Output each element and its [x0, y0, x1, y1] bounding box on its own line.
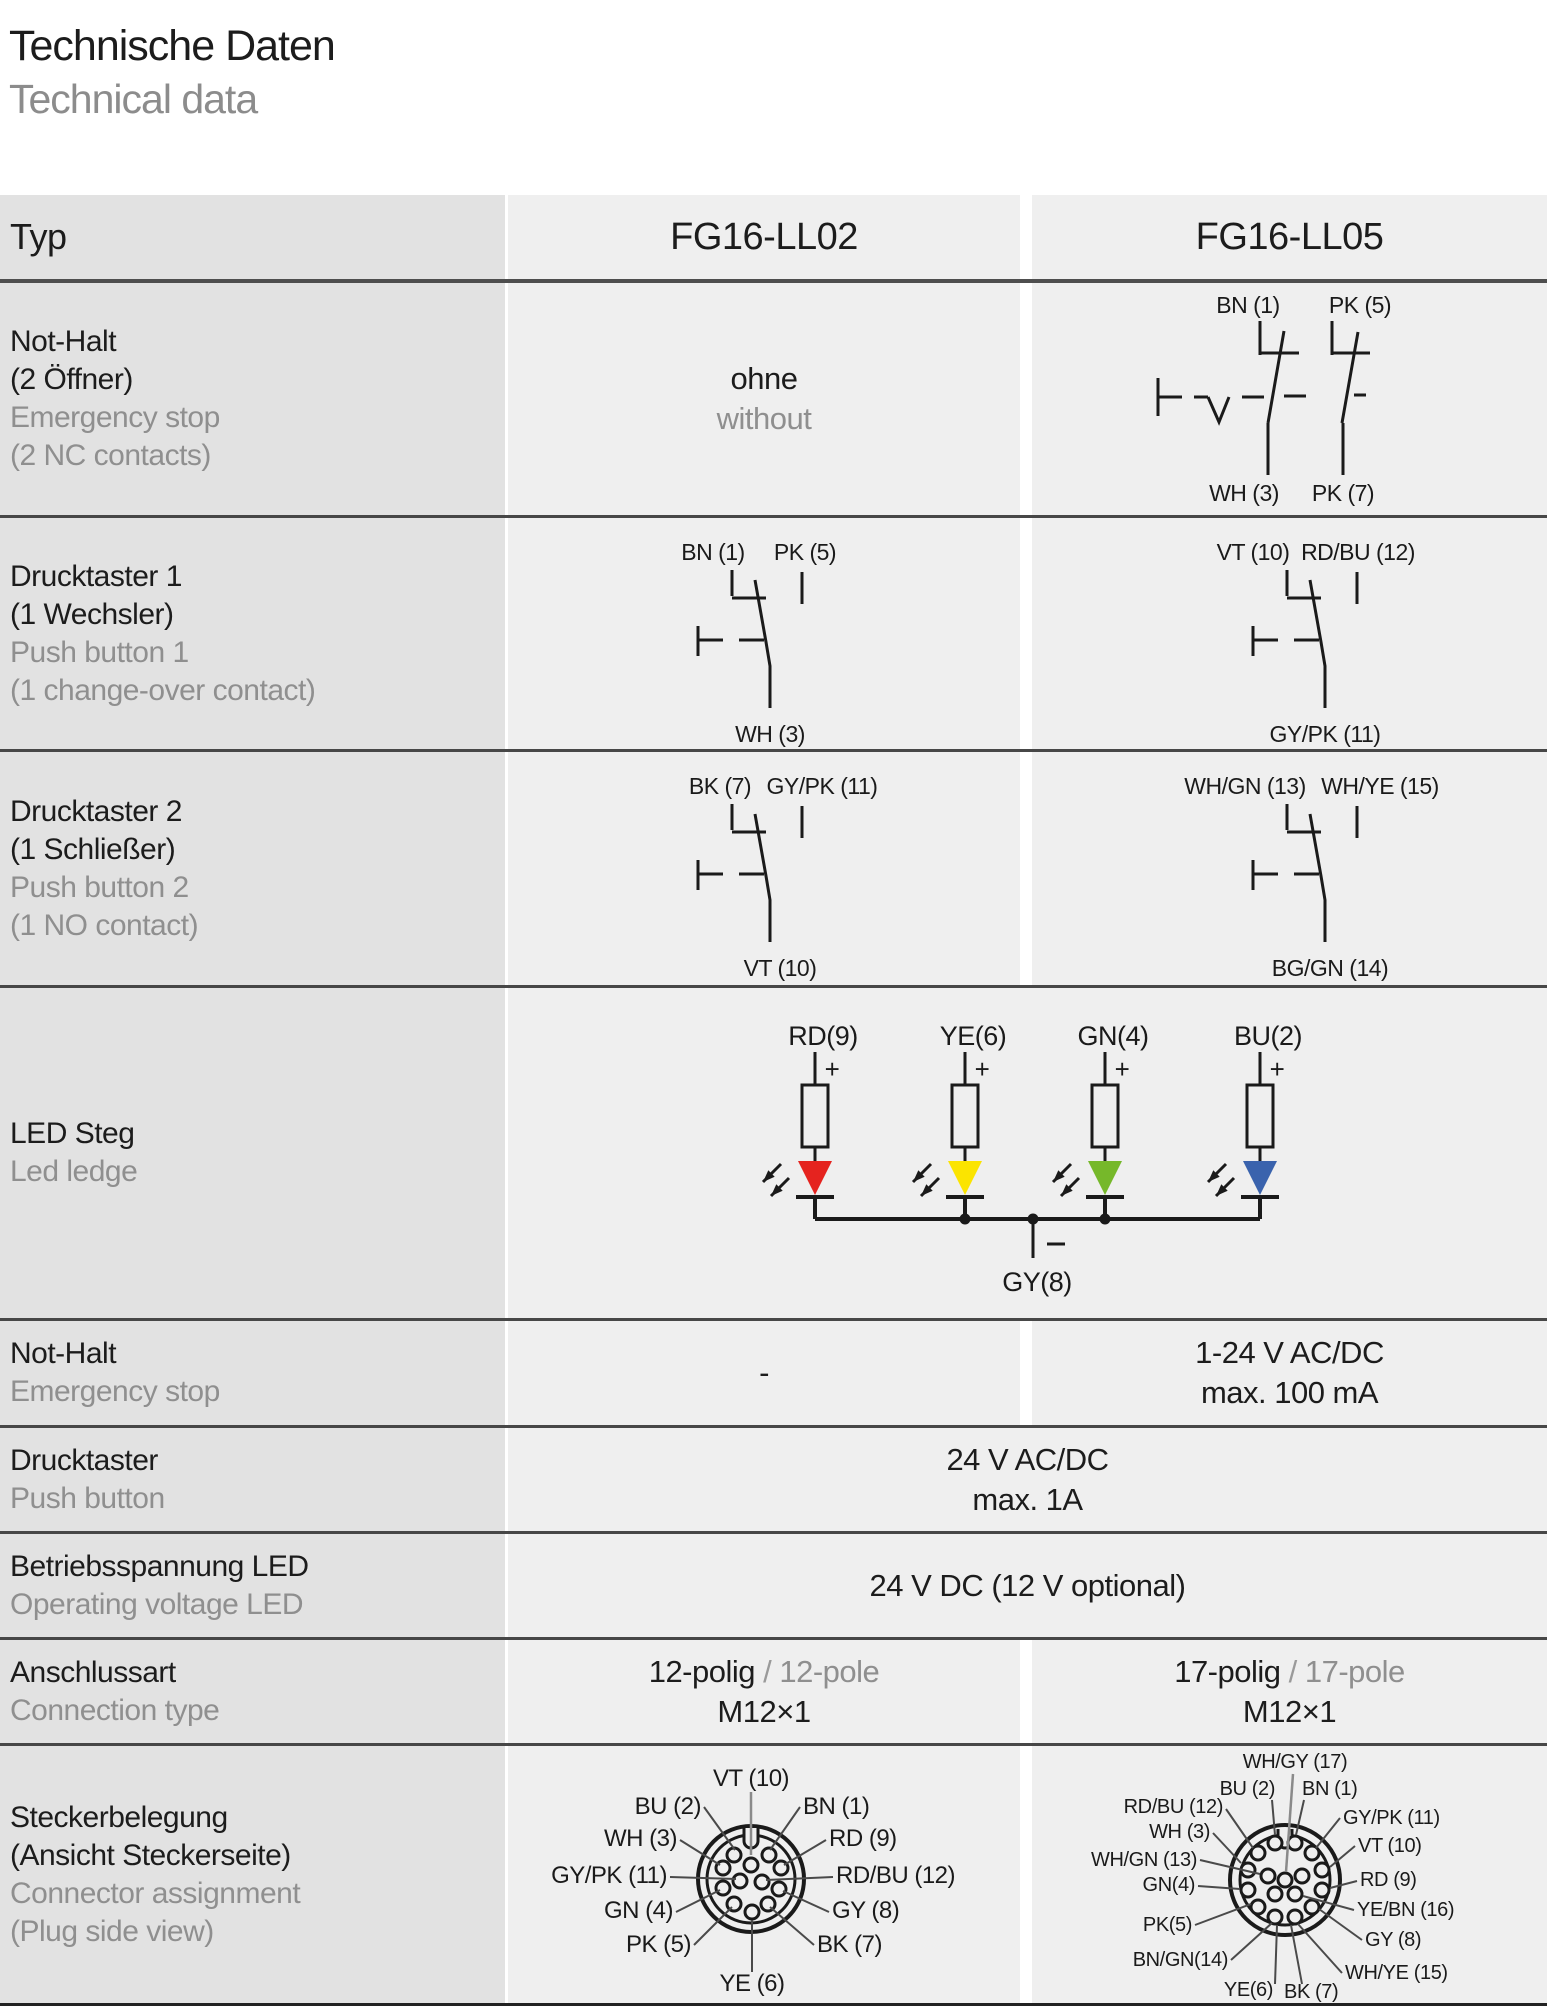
- svg-text:BN (1): BN (1): [1302, 1778, 1358, 1800]
- table-row-connector-assignment: [0, 1746, 1547, 2006]
- svg-text:PK (5): PK (5): [625, 1931, 691, 1958]
- svg-text:WH (3): WH (3): [604, 1825, 677, 1852]
- svg-text:BK (7): BK (7): [688, 773, 752, 799]
- svg-text:WH/YE (15): WH/YE (15): [1321, 773, 1439, 799]
- svg-text:BN (1): BN (1): [1216, 292, 1280, 318]
- svg-text:RD/BU (12): RD/BU (12): [1301, 539, 1415, 565]
- row-label: LED Steg Led ledge: [10, 1117, 138, 1188]
- svg-text:GY/PK (11): GY/PK (11): [766, 773, 878, 799]
- svg-text:GY (8): GY (8): [1365, 1929, 1422, 1951]
- row-label: Steckerbelegung (Ansicht Steckerseite) Connector assignment (Plug side view): [10, 1800, 301, 1948]
- emergency-stop-circuit-diagram: [1032, 283, 1547, 515]
- table-row-push-button-1: [0, 518, 1547, 752]
- push-button-2-ll02-circuit-diagram: [508, 752, 1020, 985]
- svg-text:GN (4): GN (4): [604, 1897, 673, 1924]
- svg-text:BU(2): BU(2): [1233, 1021, 1303, 1051]
- led-circuit-diagram: [508, 988, 1547, 1318]
- svg-text:PK (7): PK (7): [1311, 480, 1375, 506]
- page-title: Technische Daten: [9, 22, 335, 70]
- svg-text:PK(5): PK(5): [1142, 1914, 1192, 1936]
- svg-text:RD/BU (12): RD/BU (12): [1123, 1796, 1223, 1818]
- svg-text:VT (10): VT (10): [743, 955, 817, 981]
- svg-text:GY/PK (11): GY/PK (11): [551, 1862, 667, 1889]
- svg-text:GY (8): GY (8): [832, 1897, 900, 1924]
- row-label: Drucktaster 1 (1 Wechsler) Push button 1 (1 change-over contact): [10, 559, 316, 707]
- led-blue-symbol: [1243, 1161, 1277, 1195]
- push-button-2-ll05-circuit-diagram: [1032, 752, 1547, 985]
- svg-text:WH (3): WH (3): [1149, 1821, 1210, 1843]
- svg-text:WH (3): WH (3): [735, 721, 805, 747]
- svg-text:PK (5): PK (5): [1328, 292, 1392, 318]
- svg-text:RD/BU (12): RD/BU (12): [836, 1862, 956, 1889]
- connector-17pin-diagram: [1032, 1746, 1547, 2003]
- svg-text:BK (7): BK (7): [1284, 1981, 1339, 2003]
- row-label: Anschlussart Connection type: [10, 1655, 220, 1727]
- type-header-cell: [0, 195, 505, 279]
- svg-text:+: +: [824, 1054, 840, 1084]
- svg-text:RD (9): RD (9): [1360, 1869, 1417, 1891]
- push-button-1-ll02-circuit-diagram: [508, 518, 1020, 749]
- page-subtitle: Technical data: [9, 76, 258, 122]
- table-row-led-voltage: [0, 1534, 1547, 1640]
- type-header-label: Typ: [10, 216, 67, 257]
- row-label: Not-Halt Emergency stop: [10, 1337, 220, 1408]
- svg-text:GY/PK (11): GY/PK (11): [1343, 1807, 1440, 1829]
- svg-text:GN(4): GN(4): [1077, 1021, 1149, 1051]
- connector-12pin-diagram: [508, 1746, 1020, 2003]
- svg-text:YE (6): YE (6): [719, 1970, 785, 1997]
- emergency-stop-rating-ll05: 1-24 V AC/DC max. 100 mA: [1195, 1335, 1384, 1410]
- led-yellow-symbol: [948, 1161, 982, 1195]
- svg-text:GN(4): GN(4): [1142, 1874, 1195, 1896]
- push-button-rating-value: 24 V AC/DC max. 1A: [946, 1441, 1109, 1517]
- table-row-connection-type: [0, 1640, 1547, 1746]
- svg-text:WH/YE (15): WH/YE (15): [1345, 1962, 1448, 1984]
- svg-text:WH/GN (13): WH/GN (13): [1090, 1849, 1197, 1871]
- svg-text:+: +: [1269, 1054, 1285, 1084]
- svg-text:BU (2): BU (2): [1219, 1778, 1275, 1800]
- svg-text:RD(9): RD(9): [788, 1021, 858, 1051]
- svg-text:VT (10): VT (10): [712, 1765, 790, 1792]
- svg-text:BK (7): BK (7): [817, 1931, 883, 1958]
- emergency-stop-rating-ll02: -: [759, 1355, 769, 1390]
- svg-text:GY/PK (11): GY/PK (11): [1269, 721, 1381, 747]
- svg-text:YE/BN (16): YE/BN (16): [1357, 1899, 1455, 1921]
- svg-text:+: +: [974, 1054, 990, 1084]
- table-row-type: [0, 195, 1547, 283]
- model-header-ll05: FG16-LL05: [1032, 195, 1547, 279]
- table-row-push-button-2: [0, 752, 1547, 988]
- push-button-1-ll05-circuit-diagram: [1032, 518, 1547, 749]
- svg-text:YE(6): YE(6): [1223, 1979, 1273, 2001]
- emergency-stop-ll02-value: ohne without: [716, 361, 812, 436]
- table-row-emergency-stop-rating: [0, 1321, 1547, 1428]
- svg-text:BU (2): BU (2): [634, 1793, 701, 1820]
- svg-text:GY(8): GY(8): [1002, 1267, 1072, 1297]
- svg-text:PK (5): PK (5): [773, 539, 837, 565]
- svg-text:BN/GN(14): BN/GN(14): [1132, 1949, 1228, 1971]
- row-label: Not-Halt (2 Öffner) Emergency stop (2 NC contacts): [10, 325, 220, 472]
- svg-text:VT (10): VT (10): [1358, 1835, 1422, 1857]
- led-green-symbol: [1088, 1161, 1122, 1195]
- svg-text:BN (1): BN (1): [803, 1793, 870, 1820]
- table-row-push-button-rating: [0, 1428, 1547, 1534]
- svg-text:BN (1): BN (1): [681, 539, 745, 565]
- row-label: Drucktaster 2 (1 Schließer) Push button 2 (1 NO contact): [10, 794, 199, 942]
- svg-text:+: +: [1114, 1054, 1130, 1084]
- svg-text:WH/GY (17): WH/GY (17): [1242, 1751, 1348, 1773]
- svg-text:YE(6): YE(6): [939, 1021, 1007, 1051]
- svg-text:VT (10): VT (10): [1216, 539, 1290, 565]
- model-header-ll02: FG16-LL02: [508, 195, 1020, 279]
- svg-text:WH/GN (13): WH/GN (13): [1184, 773, 1306, 799]
- table-row-emergency-stop: [0, 283, 1547, 518]
- led-red-symbol: [798, 1161, 832, 1195]
- svg-text:BG/GN (14): BG/GN (14): [1271, 955, 1389, 981]
- svg-text:WH (3): WH (3): [1209, 480, 1279, 506]
- svg-text:RD (9): RD (9): [829, 1825, 897, 1852]
- table-row-led-ledge: [0, 988, 1547, 1321]
- row-label: Drucktaster Push button: [10, 1443, 165, 1515]
- row-label: Betriebsspannung LED Operating voltage LED: [10, 1549, 309, 1621]
- led-voltage-value: 24 V DC (12 V optional): [869, 1567, 1186, 1603]
- connection-type-ll05: 17-polig / 17-pole M12×1: [1174, 1653, 1405, 1729]
- connection-type-ll02: 12-polig / 12-pole M12×1: [648, 1653, 880, 1729]
